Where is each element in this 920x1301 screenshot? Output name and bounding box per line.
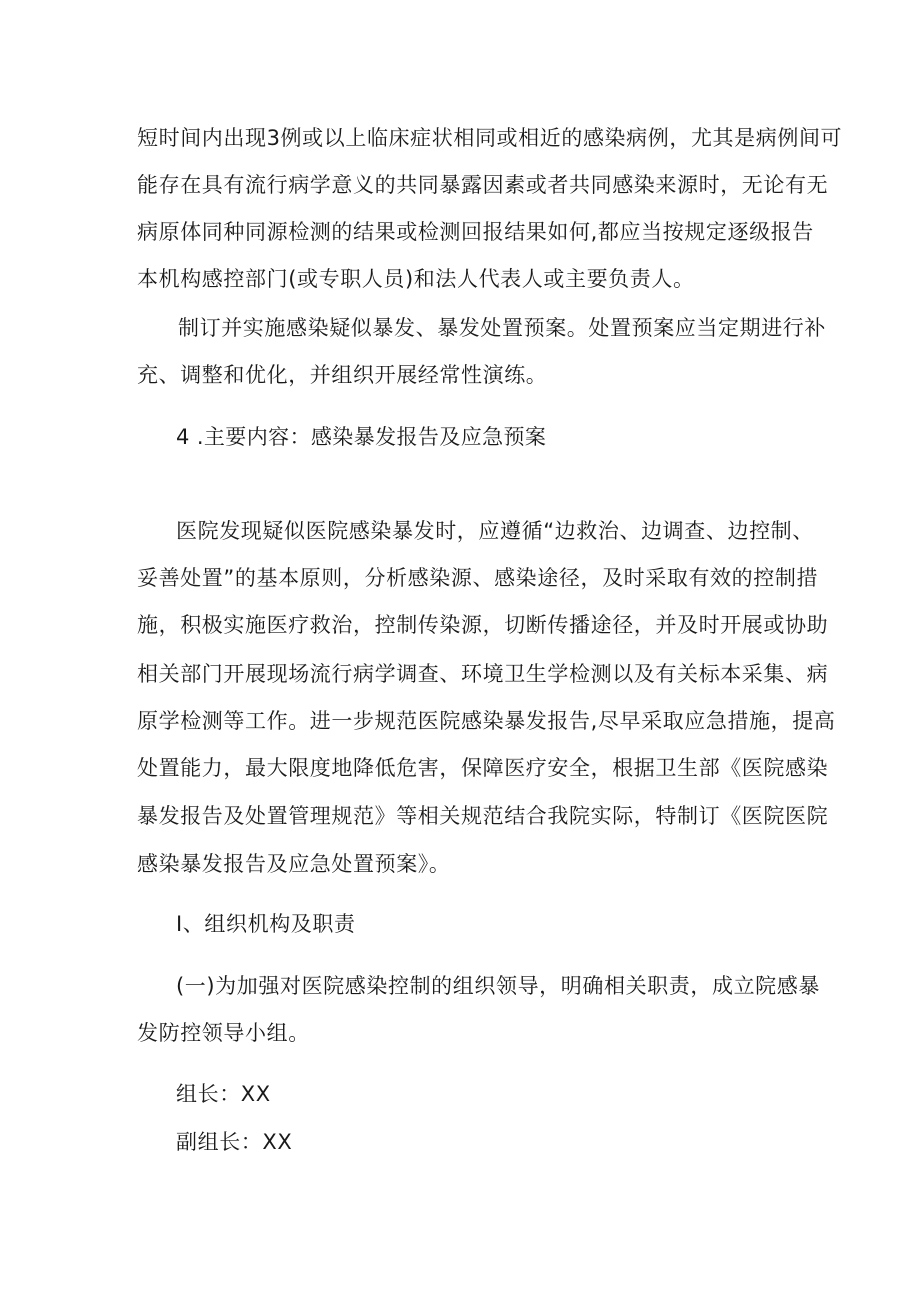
paragraph-2-line-1: 制订并实施感染疑似暴发、暴发处置预案。处置预案应当定期进行补 — [178, 316, 826, 340]
paragraph-2-line-2: 充、调整和优化，并组织开展经常性演练。 — [137, 363, 548, 387]
paragraph-1-line-2: 能存在具有流行病学意义的共同暴露因素或者共同感染来源时，无论有无 — [137, 173, 829, 197]
paragraph-4-line-2: 发防控领导小组。 — [137, 1021, 310, 1045]
paragraph-3-line-6: 处置能力，最大限度地降低危害，保障医疗安全，根据卫生部《医院感染 — [137, 756, 829, 780]
paragraph-3-line-2: 妥善处置”的基本原则，分析感染源、感染途径，及时采取有效的控制措 — [137, 566, 819, 590]
deputy-leader-line: 副组长：XX — [176, 1130, 293, 1154]
paragraph-3-line-7: 暴发报告及处置管理规范》等相关规范结合我院实际，特制订《医院医院 — [137, 804, 829, 828]
paragraph-3-line-1: 医院发现疑似医院感染暴发时，应遵循“边救治、边调查、边控制、 — [176, 519, 814, 543]
paragraph-3-line-4: 相关部门开展现场流行病学调查、环境卫生学检测以及有关标本采集、病 — [137, 662, 829, 686]
leader-line: 组长：XX — [176, 1082, 271, 1106]
paragraph-3-line-5: 原学检测等工作。进一步规范医院感染暴发报告,尽早采取应急措施，提高 — [137, 709, 836, 733]
paragraph-1-line-3: 病原体同种同源检测的结果或检测回报结果如何,都应当按规定逐级报告 — [137, 220, 814, 244]
section-heading-organization: I、组织机构及职责 — [176, 912, 356, 936]
paragraph-1-line-4: 本机构感控部门(或专职人员)和法人代表人或主要负责人。 — [137, 267, 695, 291]
paragraph-3-line-3: 施，积极实施医疗救治，控制传染源，切断传播途径，并及时开展或协助 — [137, 613, 829, 637]
paragraph-1-line-1: 短时间内出现3例或以上临床症状相同或相近的感染病例，尤其是病例间可 — [137, 126, 843, 150]
paragraph-4-line-1: (一)为加强对医院感染控制的组织领导，明确相关职责，成立院感暴 — [176, 974, 820, 998]
paragraph-3-line-8: 感染暴发报告及应急处置预案》。 — [137, 852, 451, 876]
section-heading-4: 4 .主要内容：感染暴发报告及应急预案 — [176, 425, 547, 449]
